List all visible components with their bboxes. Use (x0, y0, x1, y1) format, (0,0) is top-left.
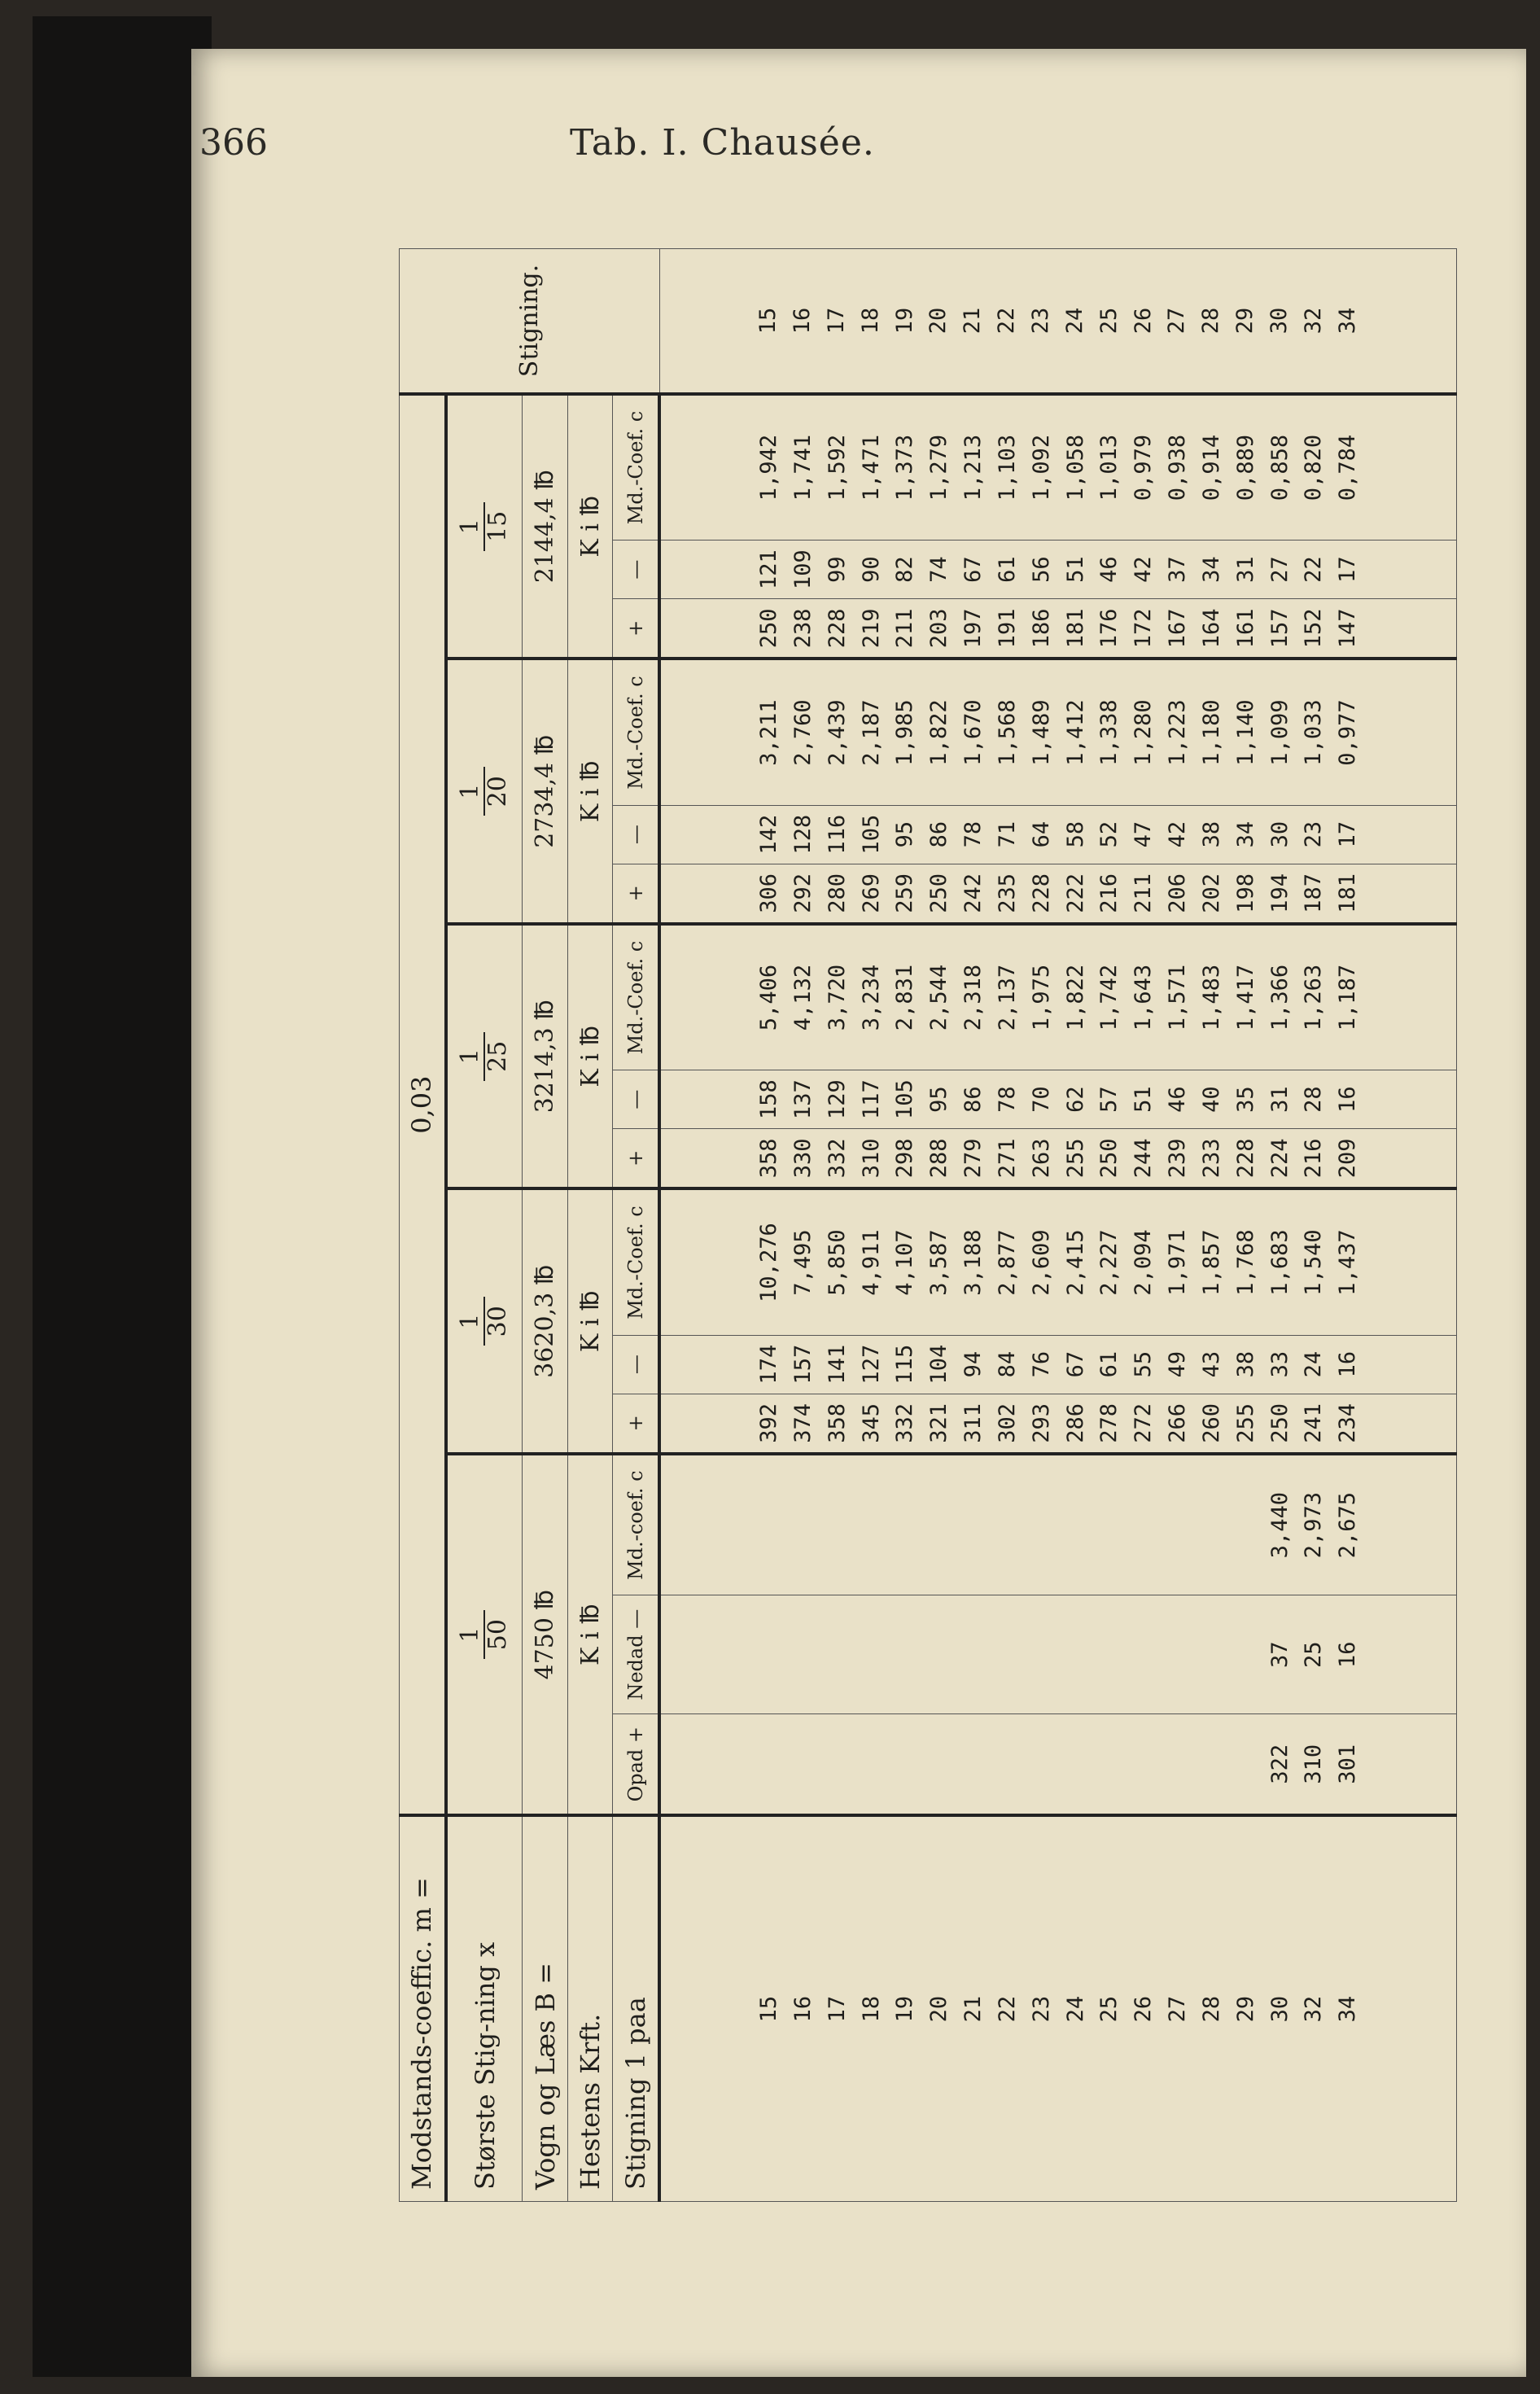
row-label-x: Største Stig-ning x (446, 1815, 523, 2201)
group-1-data-column-0: 392 374 358 345 332 321 311 302 293 286 278 272 266 260 255 250 241 234 (659, 1394, 1456, 1454)
gradient-denominator: 15 (483, 510, 512, 542)
resistance-table (399, 248, 1457, 2202)
group-3-data-column-1: 142 128 116 105 95 86 78 71 64 58 52 47 42 38 34 30 23 17 (659, 805, 1456, 864)
group-2-subhead-1: — (613, 1070, 659, 1129)
group-2-load: 3214,3 ℔ (523, 924, 567, 1189)
group-4-subhead-2: Md.-Coef. c (613, 394, 659, 541)
row-label-B: Vogn og Læs B = (523, 1815, 567, 2201)
group-4-gradient (446, 394, 523, 659)
gradient-numerator: 1 (456, 1048, 485, 1065)
row-label-m: Modstands-coeffic. m = (400, 1815, 446, 2201)
group-4-data-column-0: 250 238 228 219 211 203 197 191 186 181 176 172 167 164 161 157 152 147 (659, 599, 1456, 659)
stigning-column-left: 15 16 17 18 19 20 21 22 23 24 25 26 27 28 29 30 32 34 (659, 1815, 1456, 2201)
gradient-denominator: 30 (483, 1306, 512, 1337)
running-head (0, 122, 1540, 171)
gradient-numerator: 1 (456, 783, 485, 799)
group-3-subhead-1: — (613, 805, 659, 864)
group-0-data-column-0: 322 310 301 (659, 1714, 1456, 1816)
group-0-subhead-0: Opad + (613, 1714, 659, 1816)
gradient-denominator: 25 (483, 1040, 512, 1072)
group-4-data-column-2: 1,942 1,741 1,592 1,471 1,373 1,279 1,213 1,103 1,092 1,058 1,013 0,979 0,938 0,914 0,889 0,858 0,820 0,784 (659, 394, 1456, 541)
gradient-numerator: 1 (456, 1626, 485, 1643)
group-4-subhead-1: — (613, 541, 659, 599)
group-0-data-column-2: 3,440 2,973 2,675 (659, 1454, 1456, 1595)
group-4-subhead-0: + (613, 599, 659, 659)
group-4-load: 2144,4 ℔ (523, 394, 567, 659)
group-2-data-column-1: 158 137 129 117 105 95 86 78 70 62 57 51 46 40 35 31 28 16 (659, 1070, 1456, 1129)
row-label-K: Hestens Krft. (567, 1815, 612, 2201)
group-2-gradient (446, 924, 523, 1189)
group-3-gradient (446, 659, 523, 925)
book-binding (33, 16, 212, 2377)
group-3-data-column-2: 3,211 2,760 2,439 2,187 1,985 1,822 1,670 1,568 1,489 1,412 1,338 1,280 1,223 1,180 1,140 1,099 1,033 0,977 (659, 659, 1456, 806)
group-1-data-column-1: 174 157 141 127 115 104 94 84 76 67 61 55 49 43 38 33 24 16 (659, 1335, 1456, 1394)
group-3-load: 2734,4 ℔ (523, 659, 567, 925)
group-1-force-unit: K i ℔ (567, 1189, 612, 1455)
group-0-subhead-2: Md.-coef. c (613, 1454, 659, 1595)
group-3-force-unit: K i ℔ (567, 659, 612, 925)
gradient-denominator: 20 (483, 776, 512, 807)
group-1-data-column-2: 10,276 7,495 5,850 4,911 4,107 3,587 3,188 2,877 2,609 2,415 2,227 2,094 1,971 1,857 1,768 1,683 1,540 1,437 (659, 1189, 1456, 1336)
group-4-force-unit: K i ℔ (567, 394, 612, 659)
group-0-subhead-1: Nedad — (613, 1595, 659, 1714)
group-0-data-column-1: 37 25 16 (659, 1595, 1456, 1714)
group-4-data-column-1: 121 109 99 90 82 74 67 61 56 51 46 42 37 34 31 27 22 17 (659, 541, 1456, 599)
group-1-gradient (446, 1189, 523, 1455)
group-2-subhead-0: + (613, 1129, 659, 1189)
group-2-data-column-0: 358 330 332 310 298 288 279 271 263 255 250 244 239 233 228 224 216 209 (659, 1129, 1456, 1189)
group-2-data-column-2: 5,406 4,132 3,720 3,234 2,831 2,544 2,318 2,137 1,975 1,822 1,742 1,643 1,571 1,483 1,417 1,366 1,263 1,187 (659, 924, 1456, 1070)
group-2-force-unit: K i ℔ (567, 924, 612, 1189)
gradient-numerator: 1 (456, 519, 485, 535)
rotated-table-container (399, 248, 1457, 2202)
group-2-subhead-2: Md.-Coef. c (613, 924, 659, 1070)
page-number: 366 (199, 122, 268, 164)
gradient-numerator: 1 (456, 1313, 485, 1329)
group-1-load: 3620,3 ℔ (523, 1189, 567, 1455)
group-1-subhead-2: Md.-Coef. c (613, 1189, 659, 1336)
group-3-subhead-0: + (613, 864, 659, 924)
group-1-subhead-1: — (613, 1335, 659, 1394)
group-3-subhead-2: Md.-Coef. c (613, 659, 659, 806)
gradient-denominator: 50 (483, 1619, 512, 1651)
page-title: Tab. I. Chausée. (570, 122, 875, 164)
group-1-subhead-0: + (613, 1394, 659, 1454)
stigning-header: Stigning. (400, 249, 660, 395)
m-value: 0,03 (400, 394, 446, 1815)
group-3-data-column-0: 306 292 280 269 259 250 242 235 228 222 216 211 206 202 198 194 187 181 (659, 864, 1456, 924)
group-0-gradient (446, 1454, 523, 1815)
row-label-stigning: Stigning 1 paa (613, 1815, 659, 2201)
group-0-load: 4750 ℔ (523, 1454, 567, 1815)
stigning-column-right: 15 16 17 18 19 20 21 22 23 24 25 26 27 28 29 30 32 34 (659, 249, 1456, 395)
group-0-force-unit: K i ℔ (567, 1454, 612, 1815)
